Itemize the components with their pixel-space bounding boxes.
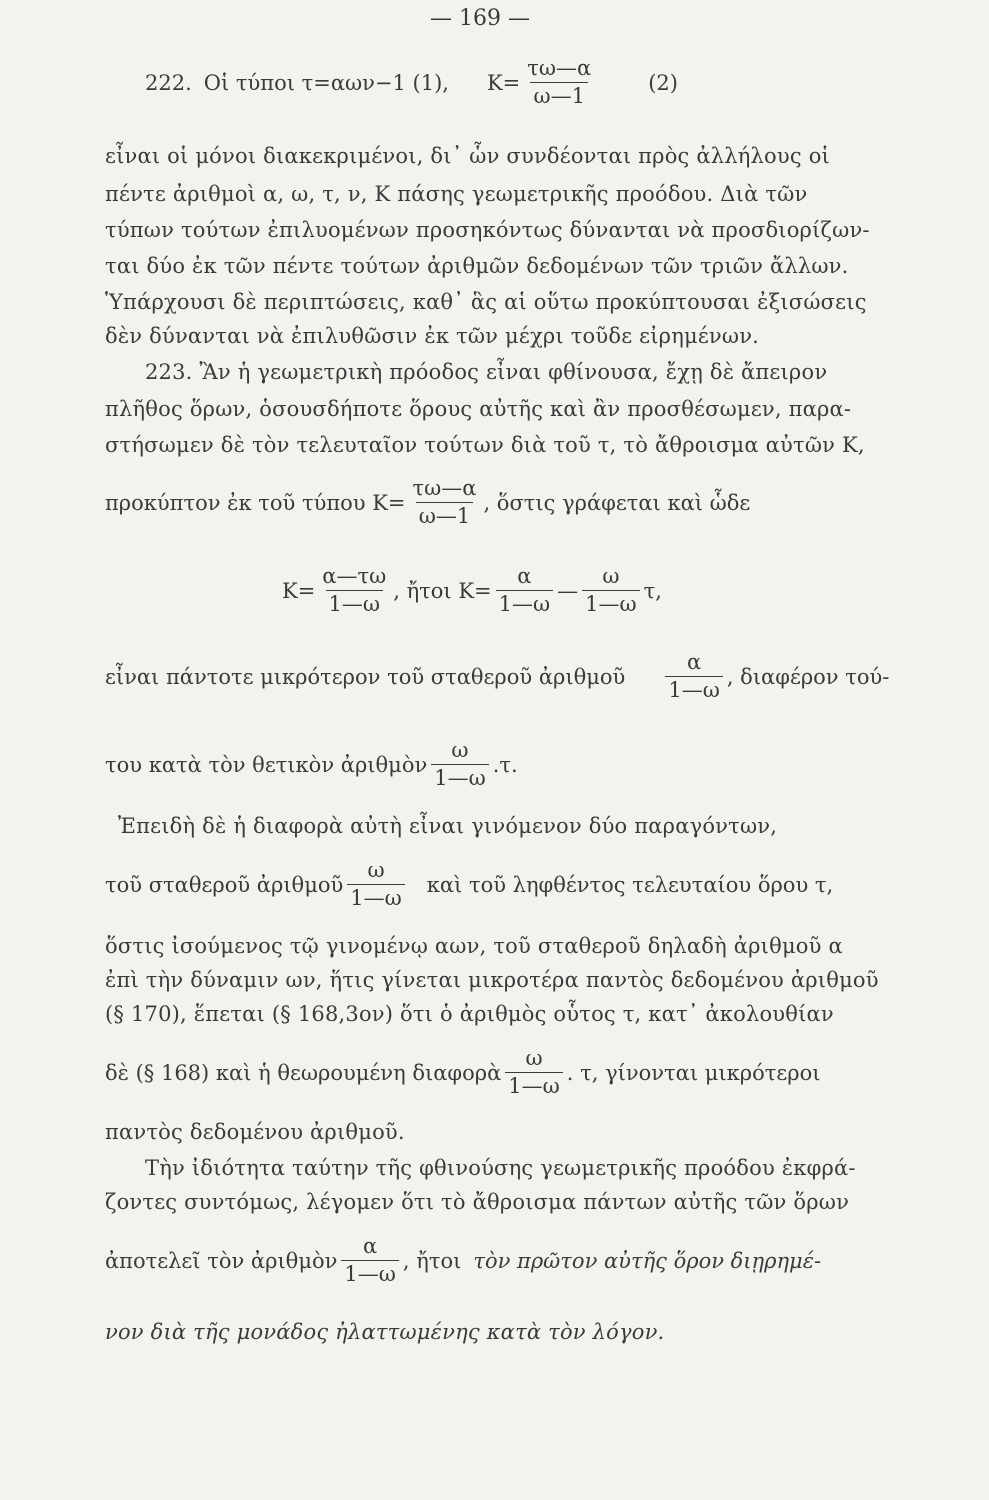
fraction-numerator: ω [451,738,469,762]
fraction-numerator: ω [367,858,385,882]
paragraph-line [105,216,895,244]
section-223-label: 223. [145,360,193,384]
paragraph-line [118,812,895,840]
line-text: (§ 170), ἕπεται (§ 168,3ον) ὅτι ὁ ἀριθμὸς οὗτος τ, κατ᾽ ἀκολουθίαν [105,1002,834,1026]
fraction-numerator: α [517,564,532,588]
formula-line-sum [105,1236,821,1285]
formula-line-always [105,652,889,701]
line-text: προκύπτον ἐκ τοῦ τύπου Κ= [105,490,406,515]
fraction [319,566,389,615]
line-text: Ἐπειδὴ δὲ ἡ διαφορὰ αὐτὴ εἶναι γινόμενον δύο παραγόντων, [118,814,778,838]
fraction-denominator: 1—ω [665,676,723,701]
line-text: ται δύο ἐκ τῶν πέντε τούτων ἀριθμῶν δεδομένων τῶν τριῶν ἄλλων. [105,254,849,278]
display-equation [282,566,662,615]
formula-line-prokupton [105,478,750,527]
line-text: , διαφέρον τού- [726,664,890,689]
line-text: τύπων τούτων ἐπιλυομένων προσηκόντως δύνανται νὰ προσδιορίζων- [105,218,870,242]
paragraph-line [145,1154,895,1182]
paragraph-line [105,288,895,316]
fraction-denominator: 1—ω [582,590,640,615]
fraction [431,740,489,789]
formula-2-numerator: τω—α [527,56,592,80]
paragraph-line [105,1188,895,1216]
line-text: του κατὰ τὸν θετικὸν ἀριθμὸν [105,752,428,777]
section-222-header [145,58,678,107]
fraction [410,478,480,527]
line-text: παντὸς δεδομένου ἀριθμοῦ. [105,1120,405,1144]
line-text: εἶναι πάντοτε μικρότερον τοῦ σταθεροῦ ἀριθμοῦ [105,664,626,689]
line-text: τοῦ σταθεροῦ ἀριθμοῦ [105,872,344,897]
fraction-denominator: 1—ω [496,590,554,615]
italic-text: τὸν πρῶτον αὐτῆς ὅρον διῃρημέ- [473,1248,822,1273]
formula-2-denominator: ω—1 [530,82,588,107]
paragraph-line [105,322,895,350]
line-text: .τ. [492,752,518,777]
line-text: , ἤτοι [402,1248,462,1273]
formula-line-positive [105,740,518,789]
fraction-denominator: 1—ω [347,884,405,909]
section-222-label: 222. [145,70,192,95]
equation-k: Κ= [282,578,316,603]
line-text: ἐπὶ τὴν δύναμιν ων, ἥτις γίνεται μικροτέρα παντὸς δεδομένου ἀριθμοῦ [105,968,879,992]
paragraph-line [105,142,895,170]
equation-text: , ἤτοι Κ= [393,578,492,603]
line-text: καὶ τοῦ ληφθέντος τελευταίου ὅρου τ, [426,872,834,897]
fraction-numerator: α [686,650,702,674]
line-text: πέντε ἀριθμοὶ α, ω, τ, ν, Κ πάσης γεωμετρικῆς προόδου. Διὰ τῶν [105,182,808,206]
paragraph-line [105,395,895,423]
fraction [582,566,640,615]
fraction-denominator: 1—ω [431,764,489,789]
fraction-numerator: ω [602,564,620,588]
formula-line-difference [105,1048,820,1097]
fraction-numerator: α [363,1234,378,1258]
page-number: — 169 — [430,6,530,31]
line-text: Ὑπάρχουσι δὲ περιπτώσεις, καθ᾽ ἃς αἱ οὕτω προκύπτουσαι ἐξισώσεις [105,290,867,314]
formula-k-lhs: Κ= [486,70,521,95]
paragraph-line [105,252,895,280]
section-223-first-line [145,358,895,386]
formula-2-number: (2) [648,70,678,95]
paragraph-line-italic [105,1318,895,1346]
equation-text: τ, [643,578,662,603]
fraction-denominator: ω—1 [416,502,474,527]
fraction [665,652,723,701]
line-text: ἀποτελεῖ τὸν ἀριθμὸν [105,1248,338,1273]
fraction [496,566,554,615]
line-text: Ἂν ἡ γεωμετρικὴ πρόοδος εἶναι φθίνουσα, ἔχῃ δὲ ἄπειρον [199,360,828,384]
paragraph-line [105,1118,895,1146]
fraction-denominator: 1—ω [341,1260,399,1285]
fraction-numerator: τω—α [412,476,477,500]
fraction [347,860,405,909]
paragraph-line [105,932,895,960]
line-text: δὲ (§ 168) καὶ ἡ θεωρουμένη διαφορὰ [105,1060,502,1085]
fraction-denominator: 1—ω [505,1072,563,1097]
line-text: νον διὰ τῆς μονάδος ἠλαττωμένης κατὰ τὸν λόγον. [105,1320,665,1344]
line-text: ὅστις ἰσούμενος τῷ γινομένῳ αων, τοῦ σταθεροῦ δηλαδὴ ἀριθμοῦ α [105,934,843,958]
line-text: δὲν δύνανται νὰ ἐπιλυθῶσιν ἐκ τῶν μέχρι τοῦδε εἰρημένων. [105,324,760,348]
line-text: στήσωμεν δὲ τὸν τελευταῖον τούτων διὰ τοῦ τ, τὸ ἄθροισμα αὐτῶν Κ, [105,433,865,457]
paragraph-line [105,180,895,208]
fraction-denominator: 1—ω [326,590,384,615]
paragraph-line [105,431,895,459]
formula-2-fraction [524,58,594,107]
section-222-formula-1: Οἱ τύποι τ=αων−1 (1), [203,70,449,95]
line-text: ζοντες συντόμως, λέγομεν ὅτι τὸ ἄθροισμα πάντων αὐτῆς τῶν ὅρων [105,1190,850,1214]
fraction-numerator: α—τω [322,564,387,588]
line-text: , ὅστις γράφεται καὶ ὧδε [483,490,751,515]
paragraph-line [105,1000,895,1028]
fraction [505,1048,563,1097]
line-text: εἶναι οἱ μόνοι διακεκριμένοι, δι᾽ ὧν συνδέονται πρὸς ἀλλήλους οἱ [105,144,830,168]
paragraph-line [105,966,895,994]
line-text: . τ, γίνονται μικρότεροι [566,1060,821,1085]
equation-minus: — [557,578,579,603]
fraction-numerator: ω [525,1046,543,1070]
line-text: πλῆθος ὅρων, ὁσουσδήποτε ὅρους αὐτῆς καὶ ἂν προσθέσωμεν, παρα- [105,397,852,421]
formula-line-constant [105,860,833,909]
line-text: Τὴν ἰδιότητα ταύτην τῆς φθινούσης γεωμετρικῆς προόδου ἐκφρά- [145,1156,856,1180]
fraction [341,1236,399,1285]
